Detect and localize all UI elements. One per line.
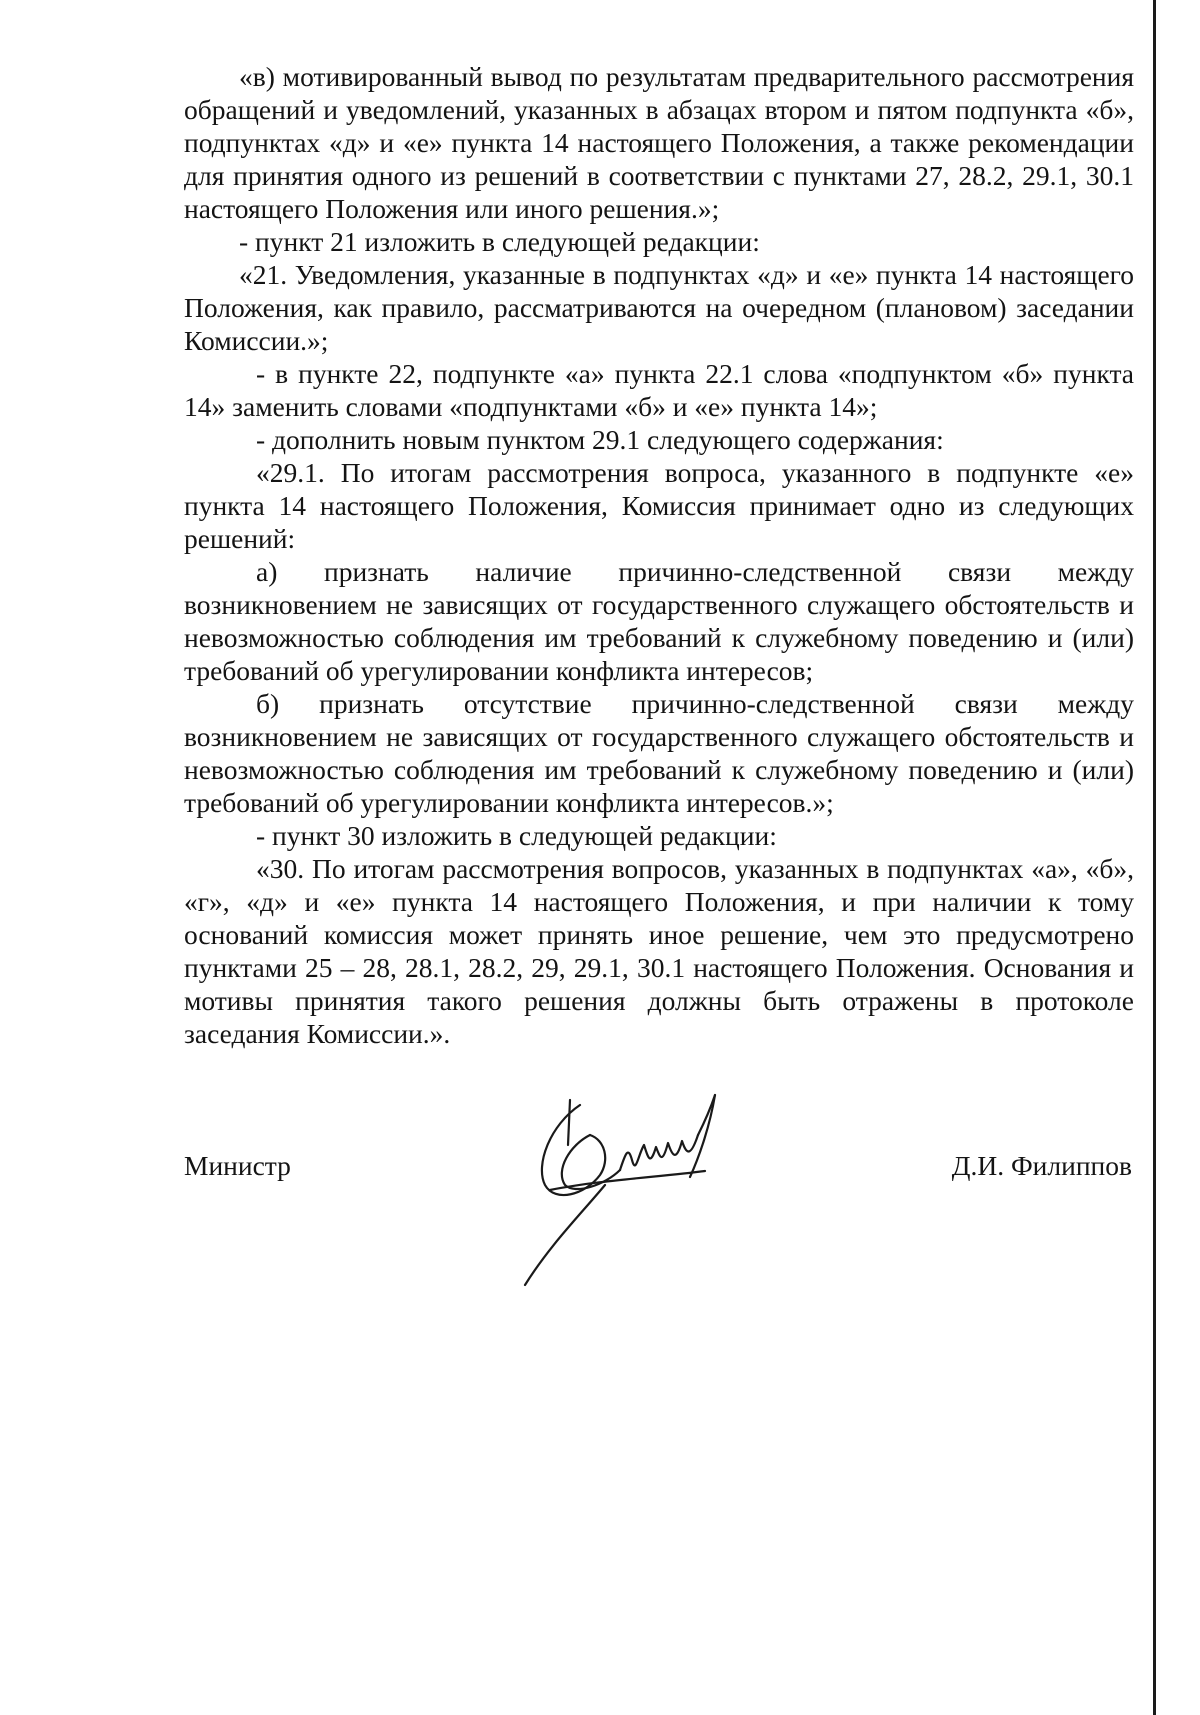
paragraph-item-29-1-instruction: - дополнить новым пунктом 29.1 следующего содержания: xyxy=(256,424,944,455)
scan-edge-line xyxy=(1153,0,1156,1715)
position-title: Министр xyxy=(184,1150,291,1181)
handwritten-signature xyxy=(510,1085,770,1315)
paragraph-item-29-1-text: «29.1. По итогам рассмотрения вопроса, указанного в подпункте «е» пункта 14 настоящего Положения, Комиссия принимает одно из следующих решений: xyxy=(184,457,1134,554)
paragraph-item-21-text: «21. Уведомления, указанные в подпунктах «д» и «е» пункта 14 настоящего Положения, как правило, рассматриваются на очередном (плановом) заседании Комиссии.»; xyxy=(184,259,1134,356)
paragraph-item-29-1-a: а) признать наличие причинно-следственной связи между возникновением не зависящих от государственного служащего обстоятельств и невозможностью соблюдения им требований к служебному поведению и (или) требований об урегулировании конфликта интересов; xyxy=(184,556,1134,686)
paragraph-v-conclusion: «в) мотивированный вывод по результатам предварительного рассмотрения обращений и уведомлений, указанных в абзацах втором и пятом подпункта «б», подпунктах «д» и «е» пункта 14 настоящего Положения, а также рекомендации для принятия одного из решений в соответствии с пунктами 27, 28.2, 29.1, 30.1 настоящего Положения или иного решения.»; xyxy=(184,61,1134,224)
paragraph-item-30-instruction: - пункт 30 изложить в следующей редакции: xyxy=(256,820,777,851)
paragraph-item-29-1-b: б) признать отсутствие причинно-следственной связи между возникновением не зависящих от государственного служащего обстоятельств и невозможностью соблюдения им требований к служебному поведению и (или) требований об урегулировании конфликта интересов.»; xyxy=(184,688,1134,818)
document-body xyxy=(184,60,1134,1050)
paragraph-item-21-instruction: - пункт 21 изложить в следующей редакции: xyxy=(239,226,760,257)
signer-name: Д.И. Филиппов xyxy=(951,1150,1132,1181)
paragraph-item-22-instruction: - в пункте 22, подпункте «а» пункта 22.1 слова «подпунктом «б» пункта 14» заменить словами «подпунктами «б» и «е» пункта 14»; xyxy=(184,358,1134,422)
paragraph-item-30-text: «30. По итогам рассмотрения вопросов, указанных в подпунктах «а», «б», «г», «д» и «е» пункта 14 настоящего Положения, и при наличии к тому оснований комиссия может принять иное решение, чем это предусмотрено пунктами 25 – 28, 28.1, 28.2, 29, 29.1, 30.1 настоящего Положения. Основания и мотивы принятия такого решения должны быть отражены в протоколе заседания Комиссии.». xyxy=(184,853,1134,1049)
